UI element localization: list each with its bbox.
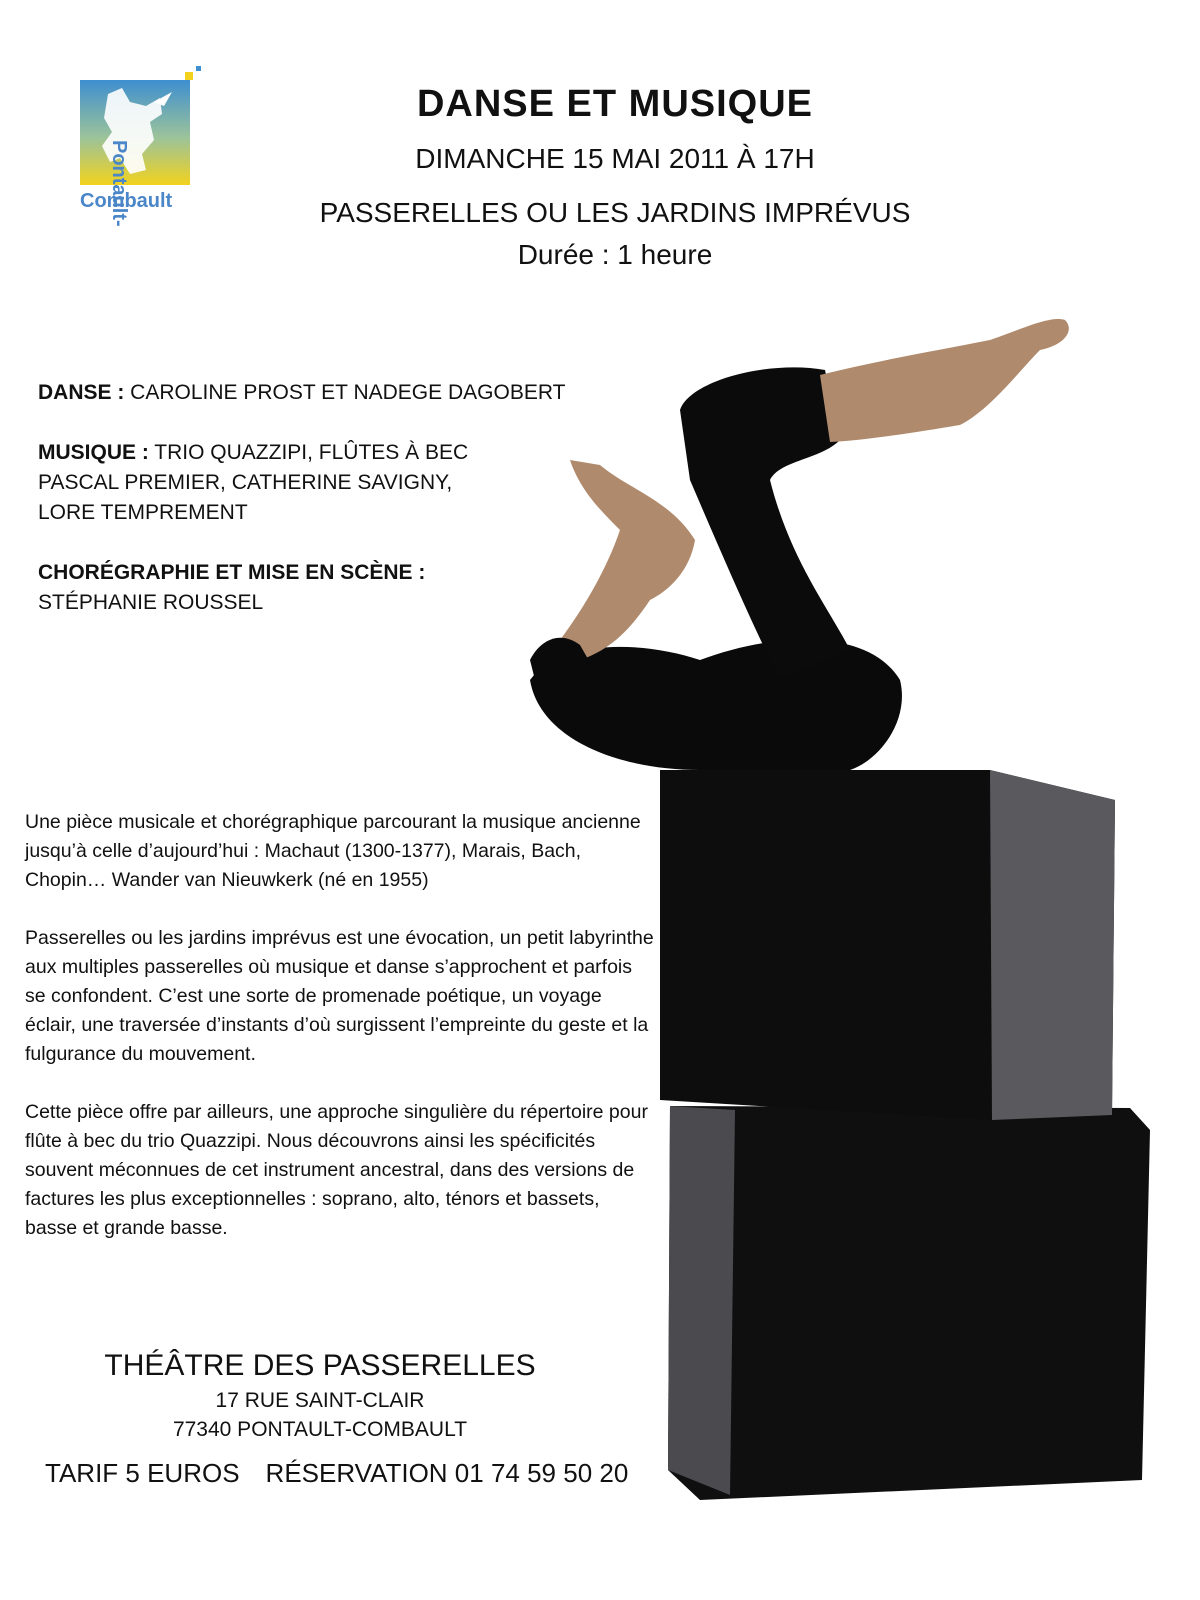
price: TARIF 5 EUROS — [45, 1458, 240, 1488]
credit-music-line2: PASCAL PREMIER, CATHERINE SAVIGNY, — [38, 471, 453, 494]
show-duration: Durée : 1 heure — [517, 239, 713, 270]
credit-dance-label: DANSE : — [38, 381, 125, 404]
credit-music-label: MUSIQUE : — [38, 441, 149, 464]
credits — [38, 378, 598, 648]
credit-music-value: TRIO QUAZZIPI, FLÛTES À BEC — [148, 441, 469, 464]
city-logo — [50, 62, 220, 227]
credit-choreography — [38, 558, 598, 618]
venue-name: THÉÂTRE DES PASSERELLES — [104, 1349, 536, 1382]
show-description — [25, 808, 655, 1272]
reservation-phone: RÉSERVATION 01 74 59 50 20 — [265, 1458, 629, 1488]
event-header — [300, 80, 930, 272]
price-and-booking — [45, 1458, 654, 1489]
credit-choreography-value: STÉPHANIE ROUSSEL — [38, 591, 264, 614]
description-paragraph-2: Passerelles ou les jardins imprévus est une évocation, un petit labyrinthe aux multiples passerelles où musique et danse s’approchent et parfois se confondent. C’est une sorte de promenade poétique, un voyage éclair, une traversée d’instants d’où surgissent l’empreinte du geste et la fulgurance du mouvement. — [25, 927, 654, 1065]
description-paragraph-3: Cette pièce offre par ailleurs, une approche singulière du répertoire pour flûte à bec du trio Quazzipi. Nous découvrons ainsi les spécificités souvent méconnues de cet instrument ancestral, dans des versions de factures les plus exceptionnelles : soprano, alto, ténors et bassets, basse et grande basse. — [25, 1101, 648, 1239]
credit-dance — [38, 378, 598, 408]
credit-music-line3: LORE TEMPREMENT — [38, 501, 248, 524]
logo-vertical-text: Pontault- — [108, 140, 130, 227]
credit-dance-value: CAROLINE PROST ET NADEGE DAGOBERT — [124, 381, 566, 404]
venue-street: 17 RUE SAINT-CLAIR — [215, 1389, 425, 1412]
venue-info — [90, 1346, 550, 1444]
credit-music — [38, 438, 598, 528]
event-date: DIMANCHE 15 MAI 2011 À 17H — [415, 143, 815, 174]
description-paragraph-1: Une pièce musicale et chorégraphique parcourant la musique ancienne jusqu’à celle d’aujourd’hui : Machaut (1300-1377), Marais, Bach, Chopin… Wander van Nieuwkerk (né en 1955) — [25, 811, 641, 891]
credit-choreography-label: CHORÉGRAPHIE ET MISE EN SCÈNE : — [38, 561, 426, 584]
show-title: PASSERELLES OU LES JARDINS IMPRÉVUS — [319, 197, 911, 228]
event-title: DANSE ET MUSIQUE — [416, 83, 814, 125]
venue-city: 77340 PONTAULT-COMBAULT — [172, 1418, 468, 1441]
logo-text: Combault — [80, 190, 173, 212]
